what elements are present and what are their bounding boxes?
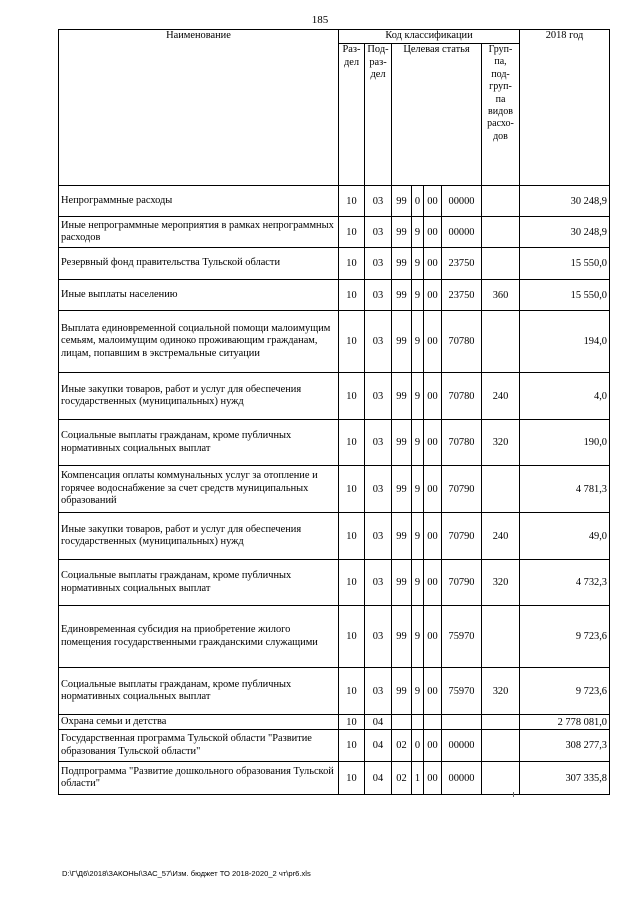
table-row [59, 466, 610, 513]
row-name: Государственная программа Тульской области "Развитие образования Тульской области" [59, 730, 339, 762]
row-section: 10 [339, 373, 365, 420]
row-target-direction: 75970 [442, 606, 482, 668]
row-amount: 49,0 [520, 513, 610, 560]
row-target-direction: 23750 [442, 280, 482, 311]
row-target-main-event: 00 [424, 186, 442, 217]
row-name: Непрограммные расходы [59, 186, 339, 217]
table-row [59, 715, 610, 730]
row-section: 10 [339, 466, 365, 513]
page-number: 185 [311, 14, 329, 26]
row-amount: 308 277,3 [520, 730, 610, 762]
row-subsection: 03 [365, 668, 392, 715]
row-target-program: 99 [392, 280, 412, 311]
row-target-direction: 23750 [442, 248, 482, 280]
row-target-direction: 00000 [442, 762, 482, 795]
row-subsection: 03 [365, 606, 392, 668]
row-expense-group [482, 466, 520, 513]
row-target-direction: 70790 [442, 560, 482, 606]
row-target-program: 02 [392, 730, 412, 762]
header-classification: Код классификации [339, 30, 520, 44]
table-row [59, 606, 610, 668]
row-name: Социальные выплаты гражданам, кроме публичных нормативных социальных выплат [59, 560, 339, 606]
row-target-main-event: 00 [424, 730, 442, 762]
row-section: 10 [339, 248, 365, 280]
row-target-subprogram: 9 [412, 248, 424, 280]
row-target-main-event: 00 [424, 217, 442, 248]
row-target-main-event [424, 715, 442, 730]
row-amount: 30 248,9 [520, 217, 610, 248]
row-target-direction: 70780 [442, 311, 482, 373]
row-subsection: 03 [365, 248, 392, 280]
row-subsection: 03 [365, 280, 392, 311]
row-name: Компенсация оплаты коммунальных услуг за отопление и горячее водоснабжение за счет средств муниципальных образований [59, 466, 339, 513]
row-target-program: 99 [392, 668, 412, 715]
row-target-direction: 70780 [442, 373, 482, 420]
row-expense-group [482, 248, 520, 280]
row-section: 10 [339, 606, 365, 668]
row-target-direction: 75970 [442, 668, 482, 715]
row-expense-group: 320 [482, 560, 520, 606]
row-target-program: 99 [392, 311, 412, 373]
table-row [59, 762, 610, 795]
row-target-main-event: 00 [424, 420, 442, 466]
row-target-program: 99 [392, 217, 412, 248]
row-target-main-event: 00 [424, 311, 442, 373]
row-amount: 9 723,6 [520, 606, 610, 668]
row-section: 10 [339, 311, 365, 373]
row-target-direction: 70790 [442, 513, 482, 560]
row-amount: 15 550,0 [520, 280, 610, 311]
row-subsection: 03 [365, 186, 392, 217]
row-amount: 30 248,9 [520, 186, 610, 217]
row-section: 10 [339, 217, 365, 248]
row-expense-group: 240 [482, 513, 520, 560]
row-section: 10 [339, 730, 365, 762]
budget-table [58, 29, 610, 795]
row-expense-group: 240 [482, 373, 520, 420]
row-target-program: 99 [392, 186, 412, 217]
row-target-subprogram: 0 [412, 186, 424, 217]
row-expense-group [482, 217, 520, 248]
row-section: 10 [339, 668, 365, 715]
row-target-direction [442, 715, 482, 730]
row-target-subprogram: 9 [412, 311, 424, 373]
row-target-main-event: 00 [424, 248, 442, 280]
row-expense-group: 360 [482, 280, 520, 311]
row-target-subprogram: 9 [412, 373, 424, 420]
row-target-subprogram: 9 [412, 466, 424, 513]
row-target-direction: 00000 [442, 186, 482, 217]
row-amount: 4 732,3 [520, 560, 610, 606]
row-amount: 2 778 081,0 [520, 715, 610, 730]
row-amount: 4 781,3 [520, 466, 610, 513]
row-expense-group [482, 606, 520, 668]
scan-mark [513, 792, 514, 797]
row-subsection: 03 [365, 373, 392, 420]
row-section: 10 [339, 280, 365, 311]
row-section: 10 [339, 715, 365, 730]
row-amount: 4,0 [520, 373, 610, 420]
row-subsection: 03 [365, 513, 392, 560]
row-target-subprogram: 9 [412, 217, 424, 248]
row-target-subprogram: 9 [412, 668, 424, 715]
row-expense-group [482, 186, 520, 217]
row-amount: 307 335,8 [520, 762, 610, 795]
row-target-subprogram: 1 [412, 762, 424, 795]
row-target-program: 99 [392, 513, 412, 560]
row-section: 10 [339, 560, 365, 606]
table-row [59, 248, 610, 280]
row-expense-group [482, 715, 520, 730]
row-amount: 15 550,0 [520, 248, 610, 280]
row-target-program: 99 [392, 606, 412, 668]
row-target-main-event: 00 [424, 280, 442, 311]
row-subsection: 03 [365, 466, 392, 513]
row-target-direction: 00000 [442, 730, 482, 762]
row-name: Иные закупки товаров, работ и услуг для обеспечения государственных (муниципальных) нужд [59, 513, 339, 560]
row-section: 10 [339, 420, 365, 466]
row-target-subprogram: 9 [412, 280, 424, 311]
row-name: Резервный фонд правительства Тульской области [59, 248, 339, 280]
row-name: Единовременная субсидия на приобретение жилого помещения государственными гражданскими служащими [59, 606, 339, 668]
row-target-subprogram: 9 [412, 560, 424, 606]
row-subsection: 03 [365, 560, 392, 606]
row-subsection: 04 [365, 762, 392, 795]
row-target-main-event: 00 [424, 560, 442, 606]
row-subsection: 03 [365, 420, 392, 466]
row-target-main-event: 00 [424, 373, 442, 420]
row-name: Социальные выплаты гражданам, кроме публичных нормативных социальных выплат [59, 668, 339, 715]
row-expense-group [482, 762, 520, 795]
row-section: 10 [339, 513, 365, 560]
row-name: Социальные выплаты гражданам, кроме публичных нормативных социальных выплат [59, 420, 339, 466]
row-target-program: 99 [392, 373, 412, 420]
table-row [59, 420, 610, 466]
table-row [59, 668, 610, 715]
row-target-main-event: 00 [424, 466, 442, 513]
row-section: 10 [339, 186, 365, 217]
row-target-main-event: 00 [424, 762, 442, 795]
row-target-program: 02 [392, 762, 412, 795]
row-target-subprogram [412, 715, 424, 730]
row-name: Выплата единовременной социальной помощи малоимущим семьям, малоимущим одиноко проживающим гражданам, лицам, попавшим в экстремальные ситуации [59, 311, 339, 373]
table-body [59, 186, 610, 795]
row-expense-group [482, 730, 520, 762]
row-target-program: 99 [392, 466, 412, 513]
row-target-program: 99 [392, 560, 412, 606]
row-target-subprogram: 9 [412, 513, 424, 560]
row-subsection: 04 [365, 715, 392, 730]
row-name: Подпрограмма "Развитие дошкольного образования Тульской области" [59, 762, 339, 795]
row-name: Иные непрограммные мероприятия в рамках непрограммных расходов [59, 217, 339, 248]
table-row [59, 217, 610, 248]
row-target-program: 99 [392, 248, 412, 280]
row-target-direction: 00000 [442, 217, 482, 248]
row-target-program: 99 [392, 420, 412, 466]
header-year: 2018 год [520, 30, 610, 186]
table-row [59, 280, 610, 311]
row-target-subprogram: 9 [412, 606, 424, 668]
row-section: 10 [339, 762, 365, 795]
row-name: Охрана семьи и детства [59, 715, 339, 730]
row-target-main-event: 00 [424, 513, 442, 560]
row-expense-group [482, 311, 520, 373]
header-subsection: Под- раз- дел [365, 44, 392, 186]
row-amount: 194,0 [520, 311, 610, 373]
row-target-main-event: 00 [424, 606, 442, 668]
row-target-direction: 70780 [442, 420, 482, 466]
row-target-program [392, 715, 412, 730]
table-row [59, 311, 610, 373]
row-target-main-event: 00 [424, 668, 442, 715]
row-target-subprogram: 9 [412, 420, 424, 466]
table-row [59, 560, 610, 606]
table-row [59, 513, 610, 560]
header-expense-group: Груп- па, под- груп- па видов расхо- дов [482, 44, 520, 186]
row-subsection: 03 [365, 217, 392, 248]
row-subsection: 03 [365, 311, 392, 373]
row-amount: 190,0 [520, 420, 610, 466]
row-expense-group: 320 [482, 668, 520, 715]
footer-file-path: D:\Г\Д6\2018\ЗАКОНЫ\ЗАС_57\Изм. бюджет ТО 2018-2020_2 чт\pr6.xls [62, 869, 311, 878]
header-section: Раз- дел [339, 44, 365, 186]
header-name: Наименование [59, 30, 339, 186]
row-expense-group: 320 [482, 420, 520, 466]
row-target-subprogram: 0 [412, 730, 424, 762]
row-subsection: 04 [365, 730, 392, 762]
table-row [59, 730, 610, 762]
row-name: Иные закупки товаров, работ и услуг для обеспечения государственных (муниципальных) нужд [59, 373, 339, 420]
row-target-direction: 70790 [442, 466, 482, 513]
row-amount: 9 723,6 [520, 668, 610, 715]
header-target: Целевая статья [392, 44, 482, 186]
table-row [59, 373, 610, 420]
row-name: Иные выплаты населению [59, 280, 339, 311]
table-row [59, 186, 610, 217]
